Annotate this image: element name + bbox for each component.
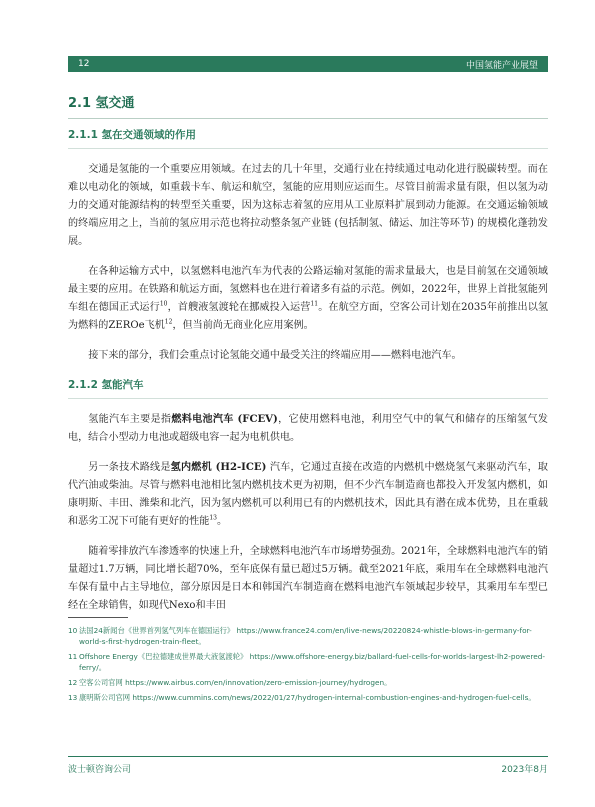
section-divider [68,118,548,119]
page-footer [68,762,548,775]
footnote-10: 10 法国24新闻台《世界首列氢气列车在德国运行》 https://www.france24.com/en/live-news/20220824-whistle-blows-in-germany-for-world-s-first-hydrogen-train-fleet。 [68,625,548,647]
footnote-text[interactable]: Offshore Energy《巴拉德建成世界最大液氢渡轮》 https://www.offshore-energy.biz/ballard-fuel-cells-for-worlds-largest-lh2-powered-ferry/。 [79,652,546,672]
subsection-divider-2 [68,398,548,399]
footnote-ref-11[interactable]: 11 [310,300,319,308]
section-title: 2.1 氢交通 [68,96,135,111]
paragraph-role-intro: 交通是氢能的一个重要应用领域。在过去的几十年里，交通行业在持续通过电动化进行脱碳转型。而在难以电动化的领域，如重载卡车、航运和航空，氢能的应用则应运而生。尽管目前需求量有限，但以氢为动力的交通对能源结构的转型至关重要，因为这标志着氢的应用从工业原料扩展到动力能源。在交通运输领域的终端应用之上，当前的氢应用示范也将拉动整条氢产业链 (包括制氢、储运、加注等环节) 的规模化蓬勃发展。 [68,164,548,247]
footnote-ref-12[interactable]: 12 [164,318,173,326]
paragraph-next-section: 接下来的部分，我们会重点讨论氢能交通中最受关注的终端应用——燃料电池汽车。 [88,350,462,361]
footnote-divider [68,617,128,618]
footer-date: 2023年8月 [501,765,548,775]
footer-divider [68,756,548,757]
paragraph-h2-ice: 另一条技术路线是氢内燃机 (H2-ICE) 汽车，它通过直接在改造的内燃机中燃烧氢气来驱动汽车，取代汽油或柴油。尽管与燃料电池相比氢内燃机技术更为初期，但不少汽车制造商也都投入开发氢内燃机，如康明斯、丰田、潍柴和北汽，因为氢内燃机可以利用已有的内燃机技术，因此具有潜在成本优势，且在重载和恶劣工况下可能有更好的性能$^{13}$。 [68,462,548,527]
footnote-ref-13[interactable]: 13 [209,514,217,522]
term-h2-ice: 氢内燃机 (H2-ICE) [170,462,267,473]
paragraph-transport-modes: 在各种运输方式中，以氢燃料电池汽车为代表的公路运输对氢能的需求量最大，也是目前氢在交通领域最主要的应用。在铁路和航运方面，氢燃料也在进行着诸多有益的示范。例如，2022年，世界上首批氢能列车组在德国正式运行$^{10}$，首艘液氢渡轮在挪威投入运营$^{11}$。在航空方面，空客公司计划在2035年前推出以氢为燃料的ZEROe飞机$^{12}$，但当前尚无商业化应用案例。 [68,266,549,331]
report-title: 中国氢能产业展望 [465,60,538,71]
main-content [68,92,548,627]
term-fcev: 燃料电池汽车 (FCEV) [171,414,278,425]
footnote-13: 13 康明斯公司官网 https://www.cummins.com/news/2022/01/27/hydrogen-internal-combustion-engines-and-hydrogen-fuel-cells。 [68,693,536,702]
paragraph-fcev: 氢能汽车主要是指燃料电池汽车 (FCEV)，它使用燃料电池，利用空气中的氧气和储存的压缩氢气发电，结合小型动力电池或超级电容一起为电机供电。 [68,414,549,443]
paragraph-market: 随着零排放汽车渗透率的快速上升，全球燃料电池汽车市场增势强劲。2021年，全球燃料电池汽车的销量超过1.7万辆，同比增长超70%，至年底保有量已超过5万辆。截至2021年底，乘用车在全球燃料电池汽车保有量中占主导地位，部分原因是日本和韩国汽车制造商在燃料电池汽车领域起步较早，其乘用车车型已经在全球销售，如现代Nexo和丰田 [68,546,548,611]
page-header [68,56,548,72]
footer-company: 波士顿咨询公司 [68,765,132,775]
footnote-11: 11 Offshore Energy《巴拉德建成世界最大液氢渡轮》 https://www.offshore-energy.biz/ballard-fuel-cells-for-worlds-largest-lh2-powered-ferry/。 [68,651,548,673]
footnote-12: 12 空客公司官网 https://www.airbus.com/en/innovation/zero-emission-journey/hydrogen。 [68,678,392,687]
footnote-ref-10[interactable]: 10 [159,300,168,308]
footnote-text[interactable]: 康明斯公司官网 https://www.cummins.com/news/2022/01/27/hydrogen-internal-combustion-engines-and-hydrogen-fuel-cells。 [79,693,536,702]
footnote-text[interactable]: 法国24新闻台《世界首列氢气列车在德国运行》 https://www.france24.com/en/live-news/20220824-whistle-blows-in-germany-for-world-s-first-hydrogen-train-fleet。 [79,626,532,646]
subsection-title-2: 2.1.2 氢能汽车 [68,379,144,391]
page-number: 12 [78,59,90,69]
subsection-divider-1 [68,148,548,149]
footnotes [68,625,548,707]
footnote-text[interactable]: 空客公司官网 https://www.airbus.com/en/innovation/zero-emission-journey/hydrogen。 [79,678,392,687]
subsection-title-1: 2.1.1 氢在交通领域的作用 [68,129,197,141]
